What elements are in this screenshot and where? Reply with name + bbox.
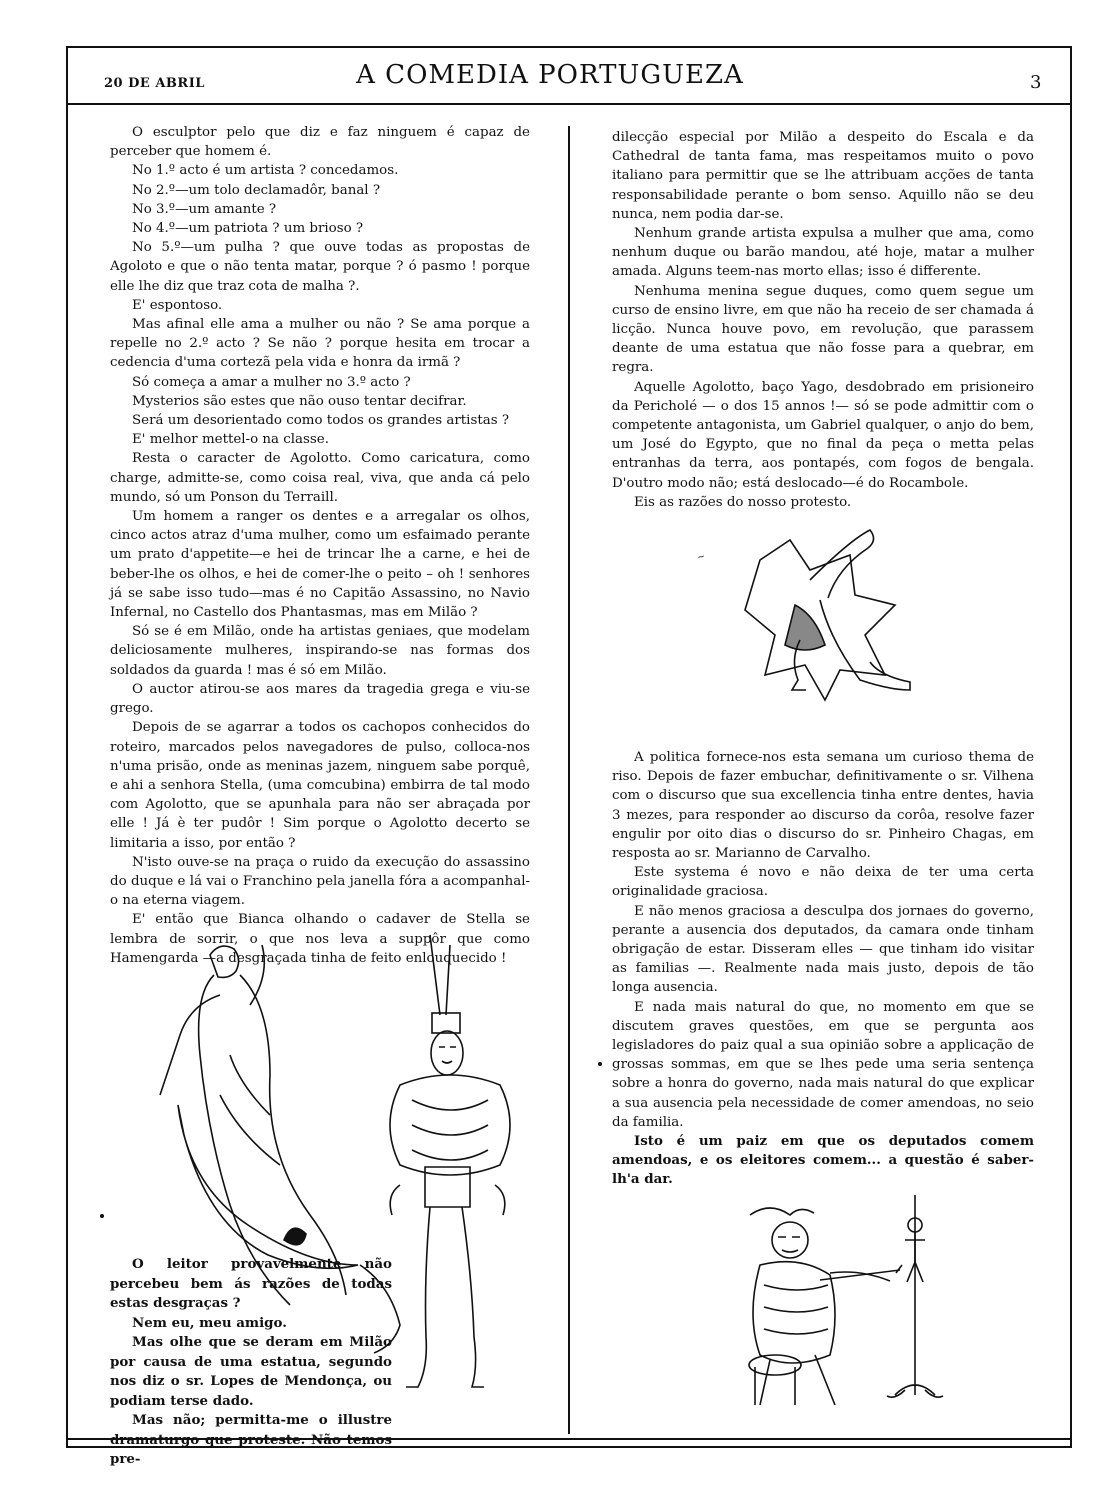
paragraph: Eis as razões do nosso protesto. [634,494,852,510]
print-speck [100,1214,104,1218]
paragraph: E nada mais natural do que, no momento em que se discutem graves questões, em que se pergunta aos legisladores do paiz qual a sua opinião sobre a applicação de grossas sommas, em que se lhes pede uma seria sentença sobre a honra do governo, nada mais natural do que explicar a sua ausencia pela necessidade de comer amendoas, no seio da familia. [612,999,1034,1130]
paragraph: No 1.º acto é um artista ? concedamos. [132,163,399,179]
caption-line: Mas olhe que se deram em Milão por causa de uma estatua, segundo nos diz o sr. Lopes de Mendonça, ou podiam terse dado. [110,1334,392,1409]
issue-date: 20 DE ABRIL [104,76,205,91]
paragraph: Este systema é novo e não deixa de ter uma certa originalidade graciosa. [612,865,1034,900]
paragraph: E' melhor mettel-o na classe. [132,432,329,448]
paragraph: No 4.º—um patriota ? um brioso ? [132,221,364,237]
paragraph: Só se é em Milão, onde ha artistas geniaes, que modelam deliciosamente mulheres, inspirando-se nas formas dos soldados da guarda ! mas é só em Milão. [110,624,530,678]
paragraph: Só começa a amar a mulher no 3.º acto ? [132,374,411,390]
paragraph: Nenhum grande artista expulsa a mulher que ama, como nenhum duque ou barão mandou, até hoje, matar a mulher amada. Alguns teem-nas morto ellas; isso é differente. [612,226,1034,280]
illustration-caption [110,1255,392,1470]
paragraph: dilecção especial por Milão a despeito do Escala e da Cathedral de tanta fama, mas respeitamos muito o povo italiano para permittir que se lhe attribuam acções de tanta responsabilidade perante o bom senso. Aquillo não se deu nunca, nem podia dar-se. [612,130,1034,222]
header-rule [66,103,1072,105]
right-column-top [612,128,1034,512]
caption-line: O leitor provavelmente não percebeu bem ás razões de todas estas desgraças ? [110,1256,392,1311]
masthead-title: A COMEDIA PORTUGUEZA [356,60,744,90]
page-number: 3 [1030,72,1042,93]
paragraph: No 2.º—um tolo declamadôr, banal ? [132,182,381,198]
paragraph: E' espontoso. [132,297,223,313]
paragraph: Resta o caracter de Agolotto. Como caricatura, como charge, admitte-se, como coisa real, viva, que anda cá pelo mundo, só um Ponson du Terraill. [110,451,530,505]
paragraph: Um homem a ranger os dentes e a arregalar os olhos, cinco actos atraz d'uma mulher, como um esfaimado perante um prato d'appetite—e hei de trincar lhe a carne, e hei de beber-lhe os olhos, e hei de comer-lhe o peito – oh ! senhores já se sabe isso tudo—mas é no Capitão Assassino, no Navio Infernal, no Castello dos Phantasmas, mas em Milão ? [110,509,530,621]
paragraph: Aquelle Agolotto, baço Yago, desdobrado em prisioneiro da Pericholé — o dos 15 annos !— só se pode admittir com o competente antagonista, um Gabriel qualquer, o anjo do bem, um José do Egypto, que no final da peça o metta pelas entranhas da terra, aos pontapés, com fogos de bengala. D'outro modo não; está deslocado—é do Rocambole. [612,379,1034,491]
paragraph: Mysterios são estes que não ouso tentar decifrar. [132,393,467,409]
paragraph: A politica fornece-nos esta semana um curioso thema de riso. Depois de fazer embuchar, definitivamente o sr. Vilhena com o discurso que sua excellencia tinha entre dentes, havia 3 mezes, para responder ao discurso da corôa, resolve fazer engulir por oito dias o discurso do sr. Pinheiro Chagas, em resposta ao sr. Marianno de Carvalho. [612,750,1034,862]
paragraph: Mas afinal elle ama a mulher ou não ? Se ama porque a repelle no 2.º acto ? Se não ? porque hesita em trocar a cedencia d'uma cortezã pela vida e honra da irmã ? [110,317,530,371]
paragraph: Será um desorientado como todos os grandes artistas ? [132,413,510,429]
paragraph: No 3.º—um amante ? [132,201,277,217]
svg-text:~: ~ [696,551,707,564]
paragraph: E não menos graciosa a desculpa dos jornaes do governo, perante a ausencia dos deputados, da camara onde tinham obrigação de estar. Disseram elles — que tinham ido visitar as familias —. Realmente nada mais justo, depois de tão longa ausencia. [612,903,1034,996]
dancer-illustration [696,520,940,710]
paragraph: Isto é um paiz em que os deputados comem amendoas, e os eleitores comem... a questão é saber-lh'a dar. [612,1133,1034,1188]
paragraph: O auctor atirou-se aos mares da tragedia grega e viu-se grego. [110,681,530,717]
right-column-politics [612,748,1034,1190]
paragraph: N'isto ouve-se na praça o ruido da execução do assassino do duque e lá vai o Franchino pela janella fóra a acompanhal-o na eterna viagem. [110,854,530,909]
caption-line: Nem eu, meu amigo. [132,1314,287,1331]
violinist-illustration [730,1195,970,1410]
caption-line: Mas não; permitta-me o illustre dramaturgo que proteste. Não temos pre- [110,1412,392,1467]
paragraph: Depois de se agarrar a todos os cachopos conhecidos do roteiro, marcados pelos navegadores de pulso, colloca-nos n'uma prisão, onde as meninas jazem, ninguem sabe porquê, e ahi a senhora Stella, (uma comcubina) embirra de tal modo com Agolotto, que se apunhala para não ser abraçada por elle ! Já è ter pudôr ! Sim porque o Agolotto decerto se limitaria a isso, por então ? [110,720,530,851]
left-column [110,123,530,968]
print-speck [598,1062,602,1066]
paragraph: No 5.º—um pulha ? que ouve todas as propostas de Agoloto e que o não tenta matar, porque ? ó pasmo ! porque elle lhe diz que traz cota de malha ?. [110,240,530,294]
paragraph: Nenhuma menina segue duques, como quem segue um curso de ensino livre, em que não ha receio de ser chamada á licção. Nunca houve povo, em revolução, que parassem deante de uma estatua que não fosse para a quebrar, em regra. [612,283,1034,376]
paragraph: O esculptor pelo que diz e faz ninguem é capaz de perceber que homem é. [110,125,530,160]
column-divider [568,126,570,1434]
paragraph: E' então que Bianca olhando o cadaver de Stella se lembra de sorrir, o que nos leva a suppôr que como Hamengarda —a desgraçada tinha de feito enlouquecido ! [110,912,530,966]
